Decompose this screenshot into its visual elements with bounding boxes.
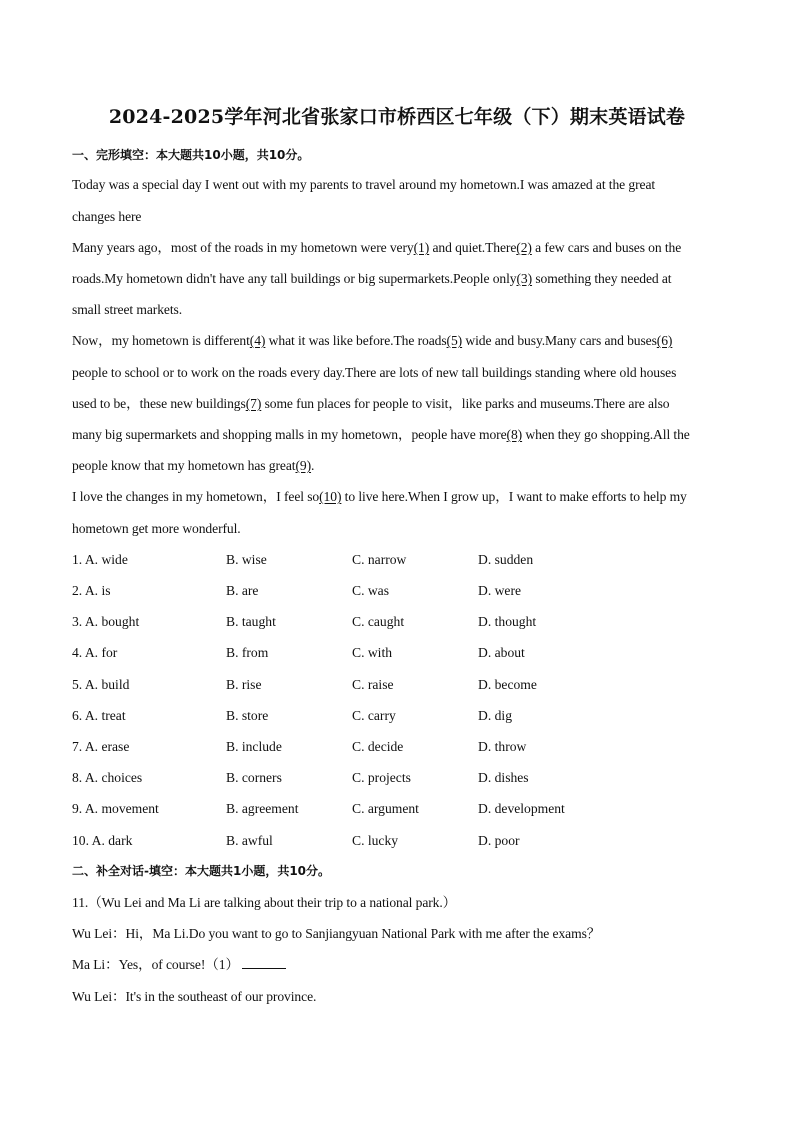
option-c: C. carry (352, 708, 396, 723)
blank-7: (7) (245, 396, 262, 411)
section-heading-cloze: 一、完形填空：本大题共10小题，共10分。 (72, 148, 310, 162)
dialogue-line: Wu Lei：Hi，Ma Li.Do you want to go to Sanjiangyuan National Park with me after the exams？ (72, 926, 601, 941)
passage-line (72, 332, 672, 350)
option-d: D. sudden (478, 552, 534, 567)
option-b: B. taught (226, 614, 276, 629)
option-a: 3. A. bought (72, 614, 140, 629)
answer-blank[interactable] (242, 956, 286, 969)
passage-text: I love the changes in my hometown，I feel so (72, 489, 320, 504)
passage-text: a few cars and buses on the (531, 240, 682, 255)
passage-line (72, 488, 687, 506)
blank-9: (9) (295, 458, 312, 473)
option-c: C. with (352, 645, 393, 660)
passage-text: to live here.When I grow up，I want to make efforts to help my (341, 489, 687, 504)
option-a: 9. A. movement (72, 801, 159, 816)
option-c: C. narrow (352, 552, 407, 567)
passage-line (72, 239, 681, 257)
blank-8: (8) (506, 427, 523, 442)
option-b: B. rise (226, 677, 262, 692)
passage-line: changes here (72, 209, 142, 224)
option-c: C. lucky (352, 833, 399, 848)
option-a: 10. A. dark (72, 833, 133, 848)
passage-line: small street markets. (72, 302, 183, 317)
option-a: 4. A. for (72, 645, 118, 660)
blank-3: (3) (516, 271, 533, 286)
passage-text: what it was like before.The roads (265, 333, 447, 348)
option-d: D. poor (478, 833, 520, 848)
option-d: D. dig (478, 708, 512, 723)
option-b: B. awful (226, 833, 273, 848)
option-b: B. are (226, 583, 259, 598)
passage-text: used to be，these new buildings (72, 396, 246, 411)
option-d: D. development (478, 801, 565, 816)
passage-line (72, 270, 672, 288)
passage-text: some fun places for people to visit，like parks and museums.There are also (261, 396, 670, 411)
option-d: D. about (478, 645, 525, 660)
option-d: D. thought (478, 614, 537, 629)
option-a: 7. A. erase (72, 739, 130, 754)
option-c: C. was (352, 583, 390, 598)
blank-5: (5) (446, 333, 463, 348)
passage-line: hometown get more wonderful. (72, 521, 241, 536)
dialogue-line (72, 956, 286, 974)
option-b: B. wise (226, 552, 267, 567)
option-b: B. agreement (226, 801, 299, 816)
option-a: 6. A. treat (72, 708, 126, 723)
blank-6: (6) (656, 333, 673, 348)
passage-text: Many years ago，most of the roads in my hometown were very (72, 240, 414, 255)
passage-text: . (311, 458, 315, 473)
option-d: D. throw (478, 739, 527, 754)
option-d: D. dishes (478, 770, 529, 785)
option-c: C. caught (352, 614, 405, 629)
passage-text: wide and busy.Many cars and buses (462, 333, 657, 348)
option-c: C. argument (352, 801, 419, 816)
passage-line (72, 457, 314, 475)
option-d: D. become (478, 677, 537, 692)
option-b: B. corners (226, 770, 282, 785)
option-c: C. projects (352, 770, 411, 785)
question-11-intro: 11.（Wu Lei and Ma Li are talking about their trip to a national park.） (72, 895, 457, 910)
passage-text: something they needed at (532, 271, 672, 286)
passage-line (72, 426, 690, 444)
option-c: C. decide (352, 739, 404, 754)
dialogue-line: Wu Lei：It's in the southeast of our province. (72, 989, 317, 1004)
blank-10: (10) (319, 489, 342, 504)
blank-2: (2) (516, 240, 532, 255)
option-a: 5. A. build (72, 677, 130, 692)
passage-line: people to school or to work on the roads every day.There are lots of new tall buildings standing where old houses (72, 365, 677, 380)
option-a: 2. A. is (72, 583, 111, 598)
passage-text: roads.My hometown didn't have any tall buildings or big supermarkets.People only (72, 271, 517, 286)
passage-text: Now，my hometown is different (72, 333, 250, 348)
option-a: 8. A. choices (72, 770, 143, 785)
dialogue-text: Ma Li：Yes，of course!（1） (72, 957, 239, 972)
blank-1: (1) (413, 240, 430, 255)
page-title: 2024-2025学年河北省张家口市桥西区七年级（下）期末英语试卷 (108, 106, 686, 128)
passage-line (72, 395, 670, 413)
passage-text: when they go shopping.All the (522, 427, 690, 442)
option-d: D. were (478, 583, 522, 598)
passage-text: people know that my hometown has great (72, 458, 296, 473)
passage-text: many big supermarkets and shopping malls in my hometown，people have more (72, 427, 507, 442)
option-b: B. include (226, 739, 282, 754)
passage-text: and quiet.There (429, 240, 517, 255)
section-heading-dialogue: 二、补全对话-填空：本大题共1小题，共10分。 (72, 864, 331, 878)
option-a: 1. A. wide (72, 552, 128, 567)
passage-line: Today was a special day I went out with my parents to travel around my hometown.I was amazed at the great (72, 177, 656, 192)
option-c: C. raise (352, 677, 394, 692)
option-b: B. from (226, 645, 269, 660)
option-b: B. store (226, 708, 269, 723)
blank-4: (4) (249, 333, 266, 348)
